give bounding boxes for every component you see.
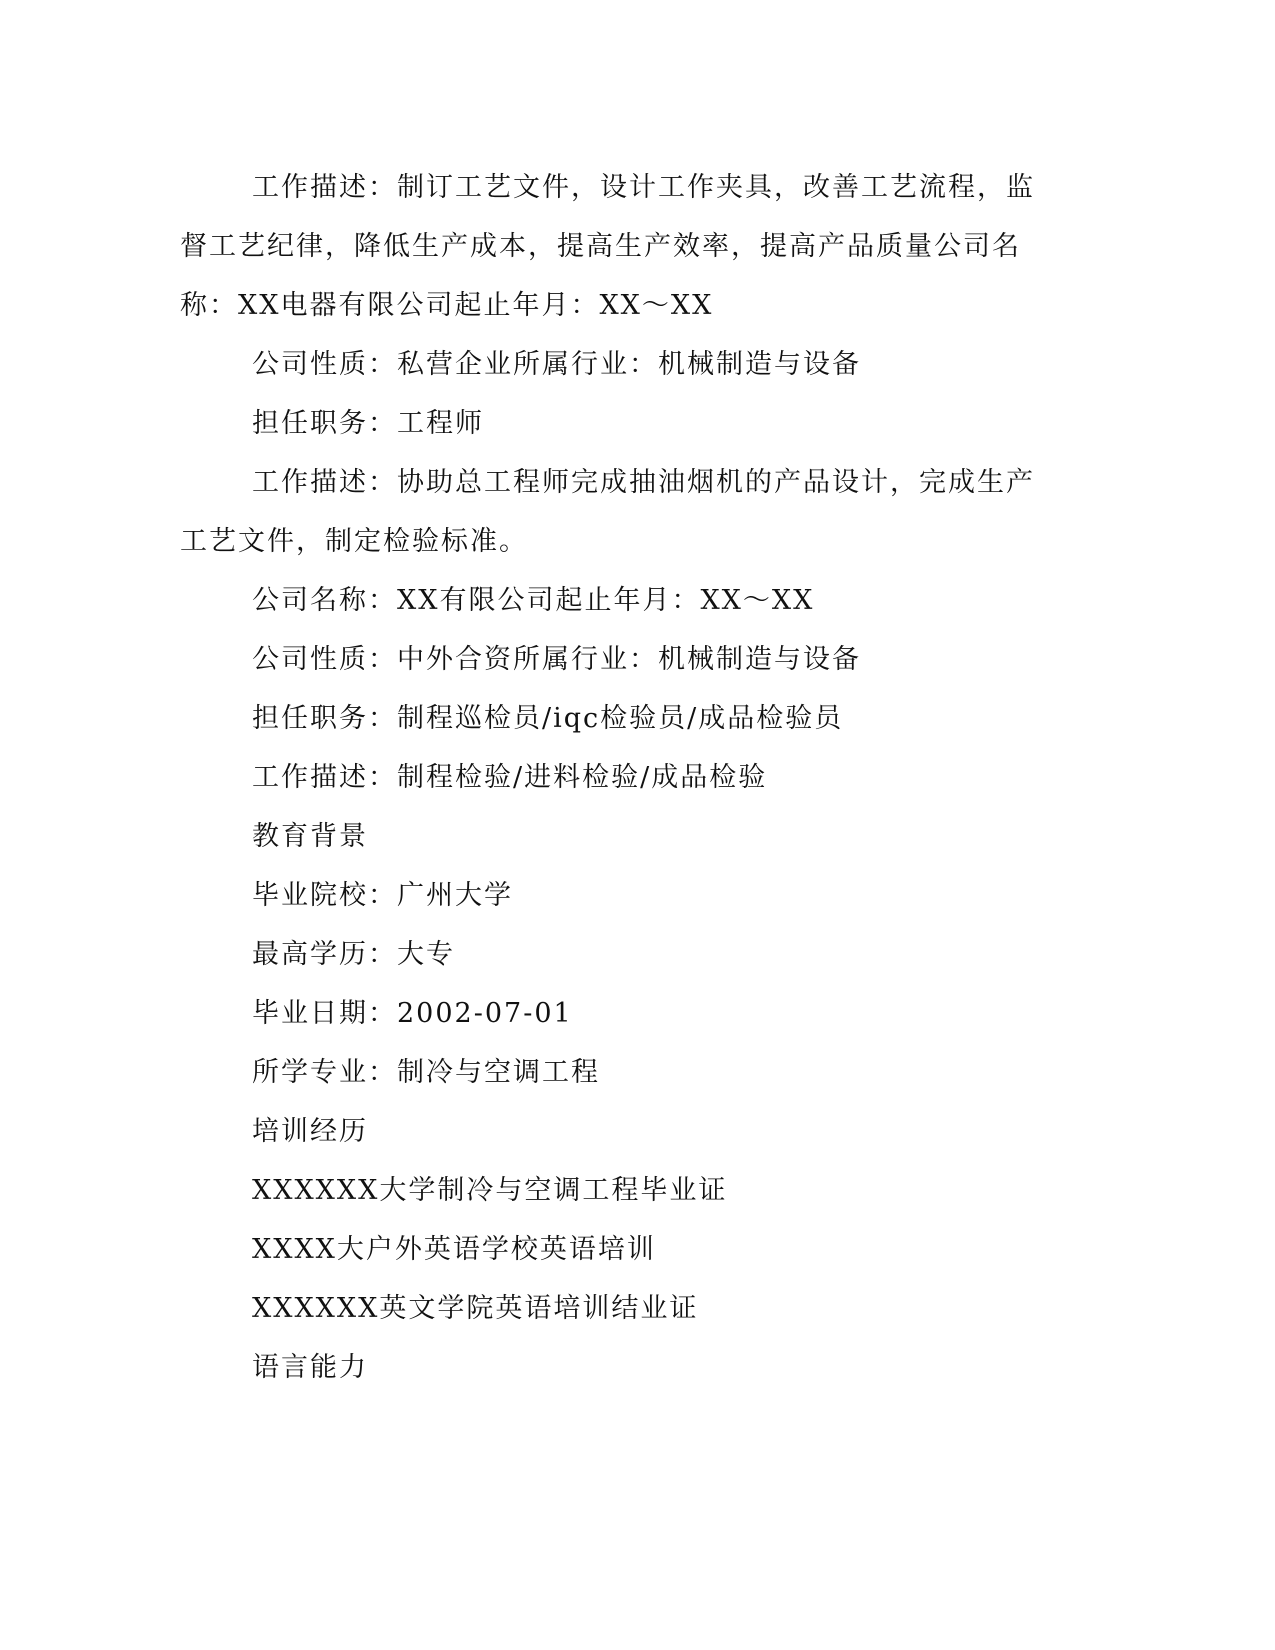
- paragraph-training-1: XXXXXX大学制冷与空调工程毕业证: [252, 1175, 728, 1206]
- paragraph-position-1: 担任职务：工程师: [252, 408, 484, 439]
- heading-training: 培训经历: [252, 1116, 368, 1147]
- paragraph-company-nature-2: 公司性质：中外合资所属行业：机械制造与设备: [252, 644, 861, 675]
- heading-education: 教育背景: [252, 821, 368, 852]
- paragraph-major: 所学专业：制冷与空调工程: [252, 1057, 600, 1088]
- paragraph-work-description-1: 工作描述：制订工艺文件，设计工作夹具，改善工艺流程，监督工艺纪律，降低生产成本，提高生产效率，提高产品质量公司名称：XX电器有限公司起止年月：XX～XX: [180, 172, 1035, 321]
- paragraph-training-2: XXXX大户外英语学校英语培训: [252, 1234, 656, 1265]
- paragraph-company-name-2: 公司名称：XX有限公司起止年月：XX～XX: [252, 585, 815, 616]
- paragraph-school: 毕业院校：广州大学: [252, 880, 513, 911]
- document-body: [180, 158, 1040, 1397]
- paragraph-training-3: XXXXXX英文学院英语培训结业证: [252, 1293, 699, 1324]
- paragraph-work-description-3: 工作描述：制程检验/进料检验/成品检验: [252, 762, 768, 793]
- paragraph-degree: 最高学历：大专: [252, 939, 455, 970]
- heading-language-ability: 语言能力: [252, 1352, 368, 1383]
- paragraph-graduation-date: 毕业日期：2002-07-01: [252, 998, 573, 1029]
- paragraph-work-description-2: 工作描述：协助总工程师完成抽油烟机的产品设计，完成生产工艺文件，制定检验标准。: [180, 467, 1035, 557]
- paragraph-company-nature-1: 公司性质：私营企业所属行业：机械制造与设备: [252, 349, 861, 380]
- paragraph-position-2: 担任职务：制程巡检员/iqc检验员/成品检验员: [252, 703, 844, 734]
